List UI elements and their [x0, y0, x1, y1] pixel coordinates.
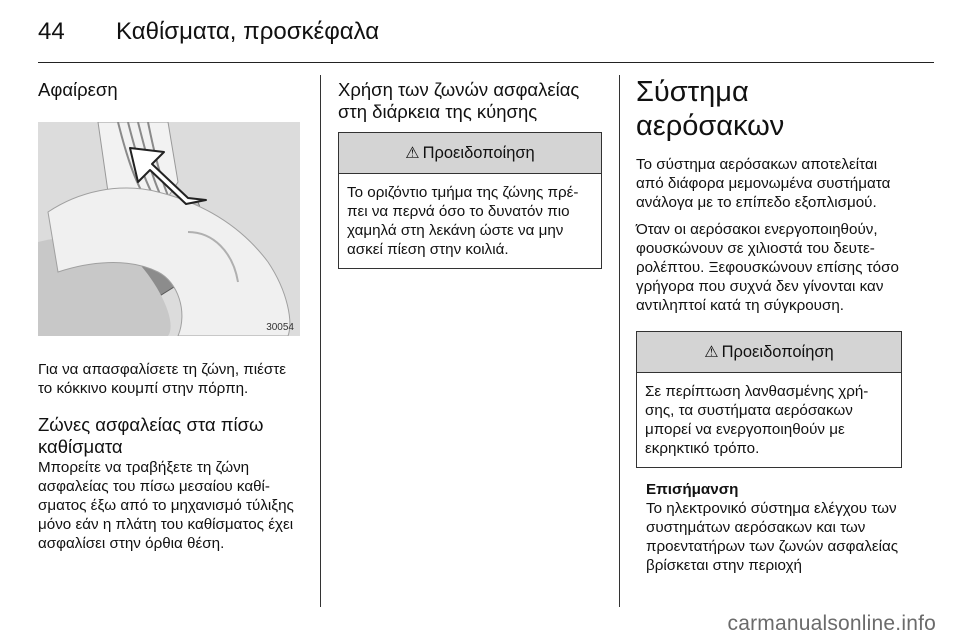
airbag-para-1: Το σύστημα αερόσακων αποτελείται από διάφορα μεμονωμένα συστήματα ανάλογα με το επίπεδο εξοπλισμού.: [636, 156, 891, 211]
page-number: 44: [38, 18, 65, 45]
note-label: Επισήμανση: [646, 481, 739, 498]
header-divider: [38, 62, 934, 63]
buckle-release-photo: [38, 122, 300, 336]
rear-seat-belts-text: Μπορείτε να τραβήξετε τη ζώνη ασφαλείας του πίσω μεσαίου καθί-σματος έξω από το μηχανισμό τύλιξης μόνο εάν η πλάτη του καθίσματος έχει ασφαλίσει στην όρθια θέση.: [38, 459, 294, 552]
warning-triangle-icon: ⚠: [405, 145, 420, 162]
warning-title: Προειδοποίηση: [721, 342, 834, 361]
removal-text: Για να απασφαλίσετε τη ζώνη, πιέστε το κόκκινο κουμπί στην πόρπη.: [38, 361, 287, 397]
note-block: [636, 480, 902, 575]
warning-header: [339, 133, 601, 174]
page-header: [38, 14, 922, 54]
heading-rear-seat-belts: Ζώνες ασφαλείας στα πίσω καθίσματα: [38, 414, 264, 457]
column-right: [636, 75, 902, 575]
note-text: Το ηλεκτρονικό σύστημα ελέγχου των συστημάτων αερόσακων και των προεντατήρων των ζωνών ασφαλείας βρίσκεται στην περιοχή: [646, 500, 899, 574]
heading-pregnancy: Χρήση των ζωνών ασφαλείας στη διάρκεια της κύησης: [338, 79, 580, 122]
footer-watermark: carmanualsonline.info: [727, 612, 936, 635]
warning-box-pregnancy: [338, 132, 602, 269]
heading-removal: Αφαίρεση: [38, 79, 118, 100]
warning-box-airbag: [636, 331, 902, 468]
column-divider-2: [619, 75, 620, 607]
warning-triangle-icon: ⚠: [704, 344, 719, 361]
buckle-illustration: [38, 122, 300, 336]
warning-body: [637, 373, 901, 467]
warning-text: Σε περίπτωση λανθασμένης χρή-σης, τα συστήματα αερόσακων μπορεί να ενεργοποιηθούν με εκρηκτικό τρόπο.: [645, 383, 869, 457]
column-left: [38, 75, 300, 553]
column-middle: [338, 75, 602, 269]
warning-header: [637, 332, 901, 373]
column-divider-1: [320, 75, 321, 607]
warning-body: [339, 174, 601, 268]
chapter-title: Καθίσματα, προσκέφαλα: [116, 18, 380, 45]
warning-title: Προειδοποίηση: [422, 143, 535, 162]
warning-text: Το οριζόντιο τμήμα της ζώνης πρέ-πει να περνά όσο το δυνατόν πιο χαμηλά στη λεκάνη ώστε να μην ασκεί πίεση στην κοιλιά.: [347, 184, 579, 258]
heading-airbag-system: Σύστημα αερόσακων: [636, 76, 785, 142]
photo-code: 30054: [266, 322, 294, 333]
airbag-para-2: Όταν οι αερόσακοι ενεργοποιηθούν, φουσκώνουν σε χιλιοστά του δευτε-ρολέπτου. Ξεφουσκώνουν επίσης τόσο γρήγορα που συχνά δεν γίνονται καν αντιληπτοί κατά τη σύγκρουση.: [636, 221, 899, 314]
